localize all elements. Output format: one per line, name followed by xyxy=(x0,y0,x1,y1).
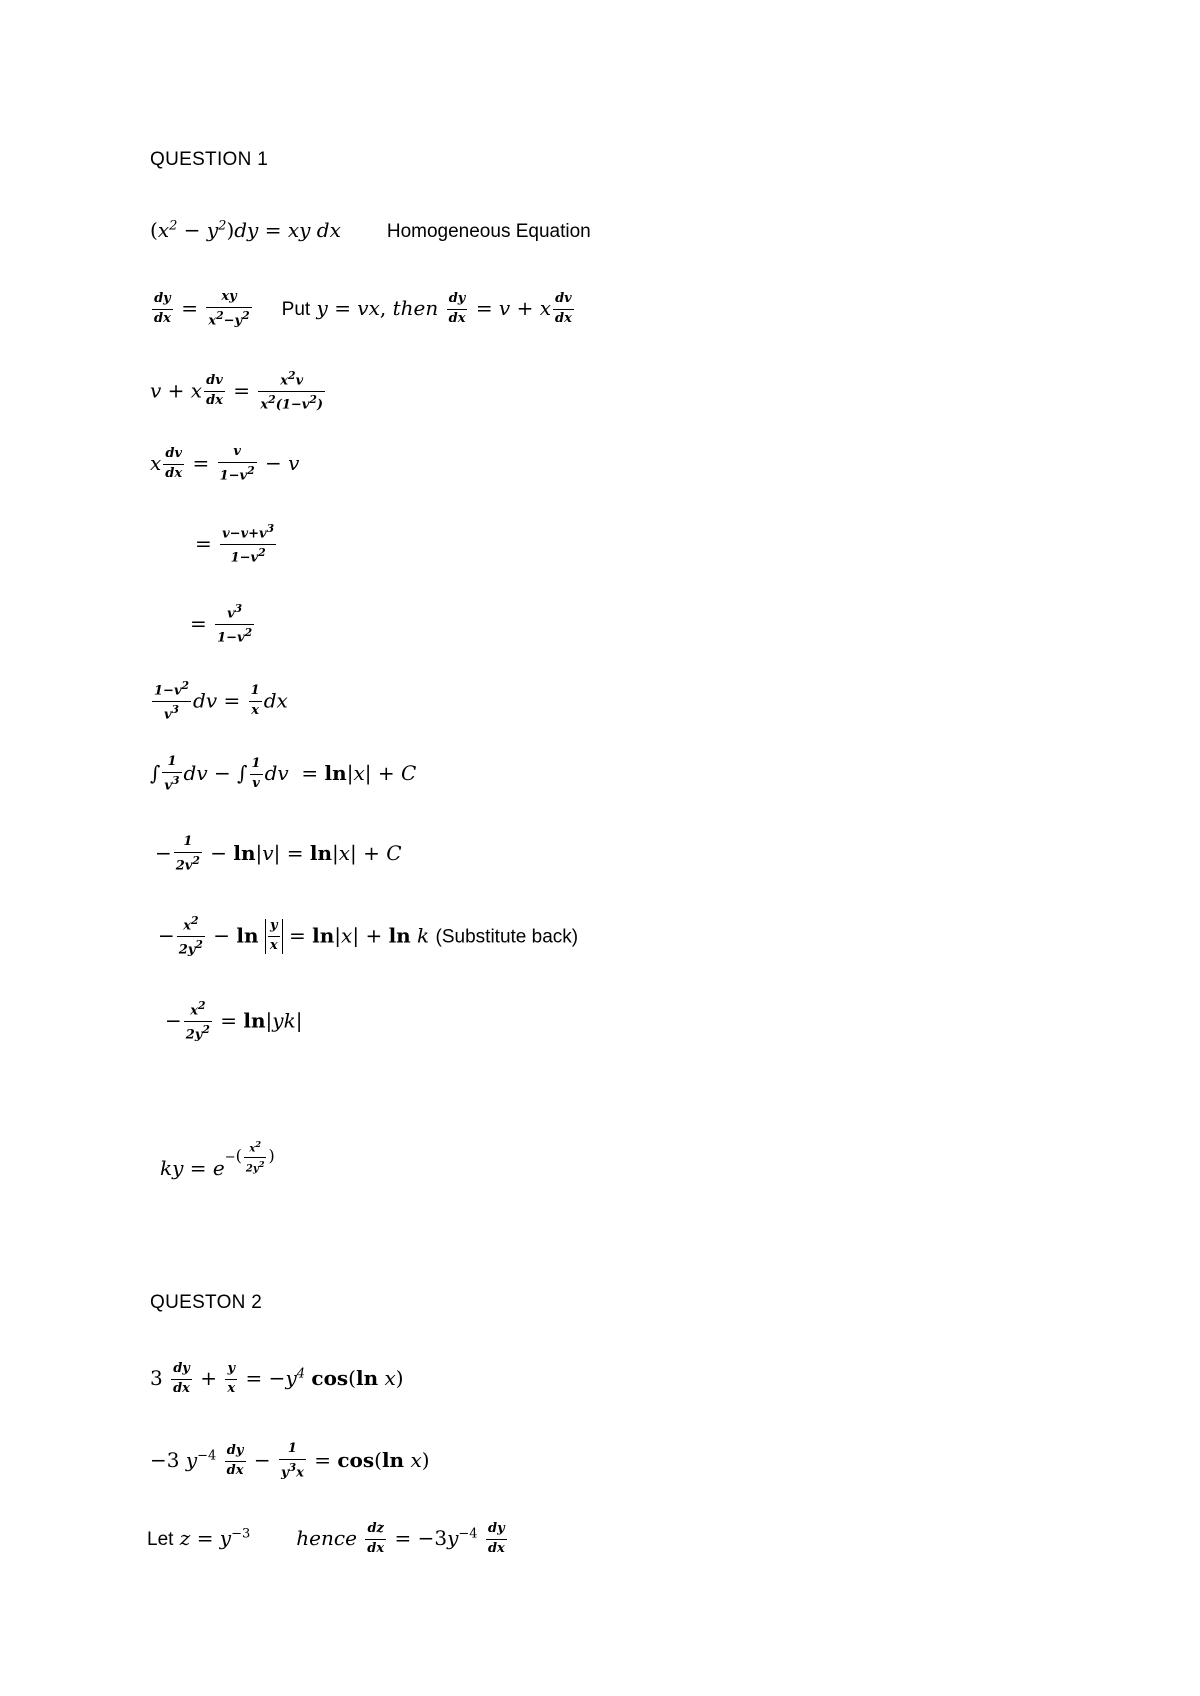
substitute-back-note: (Substitute back) xyxy=(435,926,579,948)
q1-separate-step: x $\frac{dv}{dx}$ = $\frac{v}{1-v^2}$ − v xyxy=(150,444,300,484)
then-label: then xyxy=(392,296,439,321)
q1-combined-log: − $\frac{x^2}{2y^2}$ = ln|yk| xyxy=(165,999,303,1043)
q2-substitution: Let $z = y^{-3}$ hence $\frac{dz}{dx}$ = $-3y^{-4}$ $\frac{dy}{dx}$ xyxy=(147,1521,505,1556)
let-label: Let xyxy=(147,1528,174,1550)
homogeneous-note: Homogeneous Equation xyxy=(386,221,591,242)
q1-equation-original: $(x^2 - y^2)dy$ = xy dx Homogeneous Equation xyxy=(150,218,591,242)
q1-simplified: = $\frac{v^3}{1-v^2}$ xyxy=(190,602,253,646)
q1-simplify-step: = $\frac{v-v+v^3}{1-v^2}$ xyxy=(195,522,275,566)
q1-substitution: v + x $\frac{dv}{dx}$ = $\frac{x^2v}{x^2(1-v^2)}$ xyxy=(150,369,324,413)
question-2-heading: QUESTON 2 xyxy=(150,1292,263,1313)
q1-dy-dx-form: $\frac{dy}{dx}$ = $\frac{xy}{x^2-y^2}$ Put y = vx, then $\frac{dy}{dx}$ = v + x $\frac{dv}{dx}$ xyxy=(154,289,572,329)
q2-bernoulli-equation: 3 $\frac{dy}{dx}$ + $\frac{y}{x}$ = $-y^4$ cos(ln x) xyxy=(150,1361,404,1396)
put-label: Put xyxy=(281,299,311,321)
hence-label: hence xyxy=(296,1525,357,1550)
q1-substitute-back: − $\frac{x^2}{2y^2}$ − ln $\frac{y}{x}$ = ln|x| + ln k (Substitute back) xyxy=(158,914,579,958)
q1-integral: ∫ $\frac{1}{v^3}$ dv − ∫ $\frac{1}{v}$ dv = ln|x| + C xyxy=(150,754,417,794)
q2-divided-form: −3 $y^{-4}$ $\frac{dy}{dx}$ − $\frac{1}{y^3x}$ = cos(ln x) xyxy=(150,1441,430,1481)
q1-integrated: − $\frac{1}{2v^2}$ − ln|v| = ln|x| + C xyxy=(155,834,402,874)
question-1-heading: QUESTION 1 xyxy=(150,149,269,170)
q1-final-solution: ky = e−( $\frac{x^2}{2y^2}$ ) xyxy=(160,1139,275,1180)
q1-separated-variables: $\frac{1-v^2}{v^3}$ dv = $\frac{1}{x}$ dx xyxy=(154,679,288,723)
